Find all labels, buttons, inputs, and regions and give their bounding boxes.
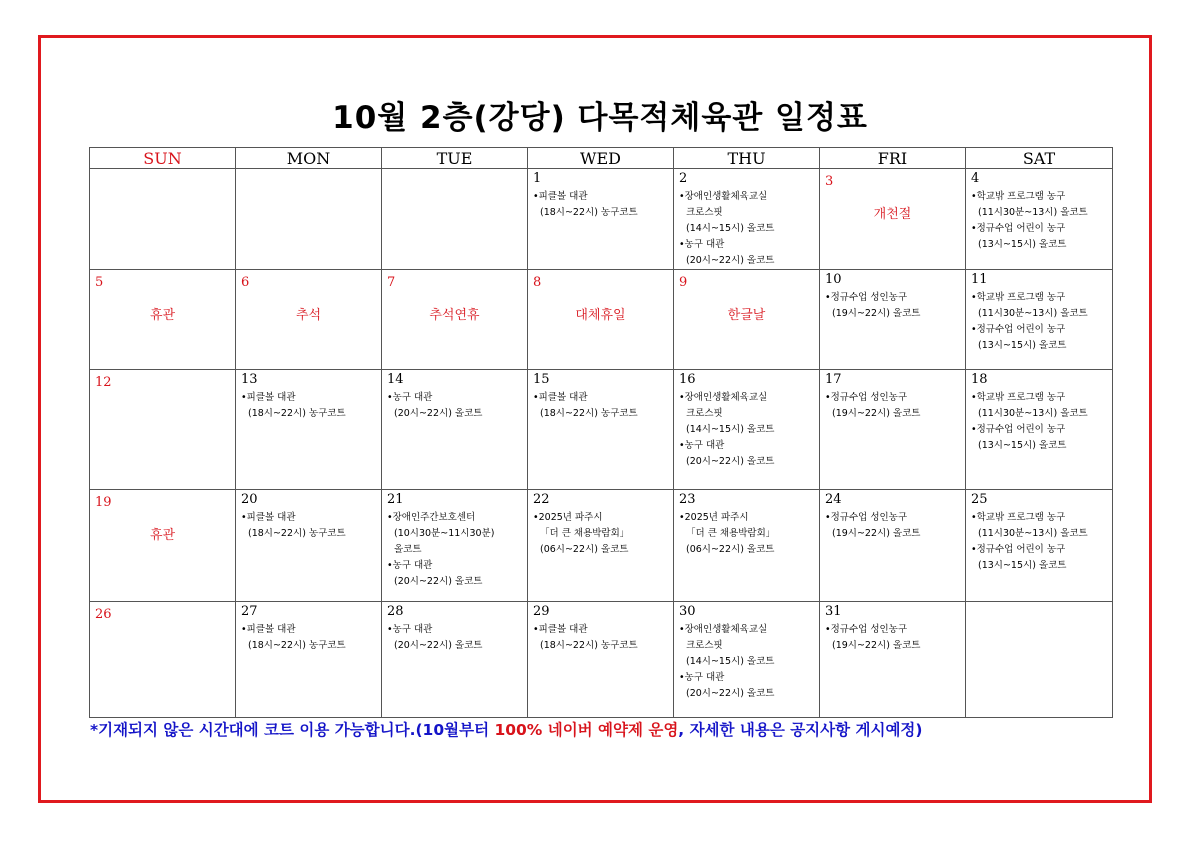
weekday-fri: FRI bbox=[820, 148, 966, 169]
day-number bbox=[382, 169, 527, 172]
day-number: 13 bbox=[241, 372, 258, 387]
event-line: (06시~22시) 올코트 bbox=[686, 544, 775, 555]
event-line: (06시~22시) 올코트 bbox=[540, 544, 629, 555]
event-line: •장애인생활체육교실 bbox=[679, 392, 768, 403]
event-line: •정규수업 어린이 농구 bbox=[971, 544, 1066, 555]
day-cell bbox=[528, 169, 674, 270]
event-list bbox=[820, 619, 965, 654]
day-number: 8 bbox=[533, 275, 542, 290]
event-line: (20시~22시) 올코트 bbox=[394, 640, 483, 651]
event-line: (20시~22시) 올코트 bbox=[394, 576, 483, 587]
event-line: (11시30분~13시) 올코트 bbox=[978, 528, 1088, 539]
event-line: 올코트 bbox=[394, 544, 422, 555]
day-number: 22 bbox=[533, 492, 550, 507]
day-cell bbox=[674, 270, 820, 370]
holiday-label: 한글날 bbox=[727, 308, 766, 323]
footnote-text-end: , 자세한 내용은 공지사항 게시예정) bbox=[678, 721, 923, 739]
holiday-label: 추석 bbox=[295, 308, 322, 323]
day-cell bbox=[382, 270, 528, 370]
day-number: 24 bbox=[825, 492, 842, 507]
event-line: •정규수업 성인농구 bbox=[825, 392, 908, 403]
day-number: 12 bbox=[95, 375, 112, 390]
event-line: (19시~22시) 올코트 bbox=[832, 640, 921, 651]
week-row bbox=[90, 602, 1113, 718]
day-cell bbox=[90, 602, 236, 718]
holiday-label: 휴관 bbox=[149, 528, 176, 543]
event-list bbox=[966, 287, 1112, 354]
event-line: •장애인생활체육교실 bbox=[679, 624, 768, 635]
event-line: (11시30분~13시) 올코트 bbox=[978, 308, 1088, 319]
event-list bbox=[820, 287, 965, 322]
event-line: (10시30분~11시30분) bbox=[394, 528, 495, 539]
day-number: 27 bbox=[241, 604, 258, 619]
day-number: 17 bbox=[825, 372, 842, 387]
day-number: 6 bbox=[241, 275, 250, 290]
event-line: •학교밖 프로그램 농구 bbox=[971, 512, 1066, 523]
event-line: •농구 대관 bbox=[387, 392, 433, 403]
day-number: 9 bbox=[679, 275, 688, 290]
day-cell bbox=[528, 490, 674, 602]
event-list bbox=[528, 619, 673, 654]
event-line: •피클볼 대관 bbox=[241, 512, 296, 523]
day-cell bbox=[966, 169, 1113, 270]
day-number bbox=[236, 169, 381, 172]
day-number: 18 bbox=[971, 372, 988, 387]
weekday-wed: WED bbox=[528, 148, 674, 169]
day-cell bbox=[966, 490, 1113, 602]
day-number bbox=[90, 169, 235, 172]
event-line: (14시~15시) 올코트 bbox=[686, 424, 775, 435]
day-number: 16 bbox=[679, 372, 696, 387]
event-line: •2025년 파주시 bbox=[533, 512, 603, 523]
event-line: •장애인주간보호센터 bbox=[387, 512, 476, 523]
event-line: •정규수업 어린이 농구 bbox=[971, 324, 1066, 335]
event-line: •농구 대관 bbox=[679, 440, 725, 451]
day-number: 5 bbox=[95, 275, 104, 290]
day-number bbox=[966, 602, 1112, 605]
event-line: •정규수업 성인농구 bbox=[825, 624, 908, 635]
day-number: 11 bbox=[971, 272, 988, 287]
day-cell bbox=[674, 490, 820, 602]
event-list bbox=[674, 387, 819, 470]
weekday-sun: SUN bbox=[90, 148, 236, 169]
event-line: •농구 대관 bbox=[679, 672, 725, 683]
event-list bbox=[820, 507, 965, 542]
day-number: 19 bbox=[95, 495, 112, 510]
event-list bbox=[966, 387, 1112, 454]
event-line: (13시~15시) 올코트 bbox=[978, 560, 1067, 571]
event-line: •장애인생활체육교실 bbox=[679, 191, 768, 202]
footnote-text: *기재되지 않은 시간대에 코트 이용 가능합니다.(10월부터 bbox=[90, 721, 495, 739]
day-cell bbox=[236, 169, 382, 270]
event-line: •정규수업 성인농구 bbox=[825, 292, 908, 303]
day-number: 2 bbox=[679, 171, 688, 186]
day-number: 15 bbox=[533, 372, 550, 387]
day-cell bbox=[966, 370, 1113, 490]
day-cell bbox=[528, 270, 674, 370]
footnote-highlight: 100% 네이버 예약제 운영 bbox=[494, 721, 679, 739]
event-line: •피클볼 대관 bbox=[533, 624, 588, 635]
week-row bbox=[90, 270, 1113, 370]
event-list bbox=[236, 507, 381, 542]
event-line: •농구 대관 bbox=[387, 624, 433, 635]
day-number: 28 bbox=[387, 604, 404, 619]
day-cell bbox=[820, 370, 966, 490]
footnote bbox=[90, 718, 922, 740]
day-cell bbox=[90, 370, 236, 490]
day-cell bbox=[674, 169, 820, 270]
day-cell bbox=[236, 602, 382, 718]
event-list bbox=[966, 186, 1112, 253]
event-list bbox=[674, 619, 819, 702]
day-number: 31 bbox=[825, 604, 842, 619]
event-list bbox=[674, 507, 819, 558]
day-number: 30 bbox=[679, 604, 696, 619]
event-line: (11시30분~13시) 올코트 bbox=[978, 207, 1088, 218]
event-line: •학교밖 프로그램 농구 bbox=[971, 292, 1066, 303]
day-cell bbox=[382, 602, 528, 718]
event-line: •정규수업 어린이 농구 bbox=[971, 424, 1066, 435]
event-line: •피클볼 대관 bbox=[533, 191, 588, 202]
event-line: •피클볼 대관 bbox=[533, 392, 588, 403]
event-line: (18시~22시) 농구코트 bbox=[248, 528, 346, 539]
event-line: •농구 대관 bbox=[387, 560, 433, 571]
day-number: 26 bbox=[95, 607, 112, 622]
day-cell bbox=[90, 169, 236, 270]
day-number: 25 bbox=[971, 492, 988, 507]
day-cell bbox=[966, 270, 1113, 370]
event-line: •학교밖 프로그램 농구 bbox=[971, 392, 1066, 403]
event-list bbox=[528, 387, 673, 422]
holiday-label: 대체휴일 bbox=[575, 308, 626, 323]
day-cell bbox=[236, 490, 382, 602]
day-cell bbox=[820, 270, 966, 370]
day-number: 10 bbox=[825, 272, 842, 287]
event-list bbox=[674, 186, 819, 269]
event-line: 크로스핏 bbox=[686, 640, 723, 651]
page-title: 10월 2층(강당) 다목적체육관 일정표 bbox=[332, 100, 868, 136]
event-list bbox=[966, 507, 1112, 574]
day-cell bbox=[966, 602, 1113, 718]
day-cell bbox=[382, 370, 528, 490]
event-line: (18시~22시) 농구코트 bbox=[540, 207, 638, 218]
event-line: (11시30분~13시) 올코트 bbox=[978, 408, 1088, 419]
day-number: 1 bbox=[533, 171, 542, 186]
day-number: 23 bbox=[679, 492, 696, 507]
event-line: (18시~22시) 농구코트 bbox=[248, 408, 346, 419]
day-cell bbox=[820, 169, 966, 270]
event-line: •학교밖 프로그램 농구 bbox=[971, 191, 1066, 202]
day-cell bbox=[528, 602, 674, 718]
event-line: (18시~22시) 농구코트 bbox=[540, 408, 638, 419]
event-line: •정규수업 어린이 농구 bbox=[971, 223, 1066, 234]
event-line: •농구 대관 bbox=[679, 239, 725, 250]
day-number: 3 bbox=[825, 174, 834, 189]
event-line: (13시~15시) 올코트 bbox=[978, 340, 1067, 351]
weekday-header-row bbox=[90, 148, 1113, 169]
event-list bbox=[236, 387, 381, 422]
event-line: (14시~15시) 올코트 bbox=[686, 223, 775, 234]
event-list bbox=[382, 507, 527, 590]
event-line: •피클볼 대관 bbox=[241, 624, 296, 635]
event-list bbox=[236, 619, 381, 654]
event-line: •피클볼 대관 bbox=[241, 392, 296, 403]
event-line: (13시~15시) 올코트 bbox=[978, 239, 1067, 250]
event-line: •정규수업 성인농구 bbox=[825, 512, 908, 523]
weekday-mon: MON bbox=[236, 148, 382, 169]
event-list bbox=[528, 507, 673, 558]
weekday-tue: TUE bbox=[382, 148, 528, 169]
day-number: 7 bbox=[387, 275, 396, 290]
event-line: (18시~22시) 농구코트 bbox=[248, 640, 346, 651]
holiday-label: 추석연휴 bbox=[429, 308, 480, 323]
day-cell bbox=[236, 270, 382, 370]
day-cell bbox=[820, 602, 966, 718]
week-row bbox=[90, 490, 1113, 602]
day-number: 29 bbox=[533, 604, 550, 619]
weekday-thu: THU bbox=[674, 148, 820, 169]
holiday-label: 개천절 bbox=[873, 207, 912, 222]
event-line: (19시~22시) 올코트 bbox=[832, 528, 921, 539]
event-line: 「더 큰 채용박람회」 bbox=[540, 528, 630, 539]
day-cell bbox=[382, 169, 528, 270]
day-cell bbox=[674, 370, 820, 490]
event-line: (19시~22시) 올코트 bbox=[832, 308, 921, 319]
day-number: 20 bbox=[241, 492, 258, 507]
event-line: 크로스핏 bbox=[686, 207, 723, 218]
calendar-table bbox=[89, 147, 1113, 718]
event-list bbox=[820, 387, 965, 422]
weekday-sat: SAT bbox=[966, 148, 1113, 169]
day-cell bbox=[528, 370, 674, 490]
week-row bbox=[90, 169, 1113, 270]
event-list bbox=[382, 619, 527, 654]
event-line: (18시~22시) 농구코트 bbox=[540, 640, 638, 651]
event-line: (19시~22시) 올코트 bbox=[832, 408, 921, 419]
event-line: (20시~22시) 올코트 bbox=[394, 408, 483, 419]
event-line: 「더 큰 채용박람회」 bbox=[686, 528, 776, 539]
day-number: 14 bbox=[387, 372, 404, 387]
event-line: (20시~22시) 올코트 bbox=[686, 456, 775, 467]
day-cell bbox=[820, 490, 966, 602]
day-cell bbox=[382, 490, 528, 602]
event-line: (20시~22시) 올코트 bbox=[686, 688, 775, 699]
week-row bbox=[90, 370, 1113, 490]
day-cell bbox=[236, 370, 382, 490]
event-list bbox=[382, 387, 527, 422]
event-line: •2025년 파주시 bbox=[679, 512, 749, 523]
day-cell bbox=[90, 270, 236, 370]
event-line: (20시~22시) 올코트 bbox=[686, 255, 775, 266]
holiday-label: 휴관 bbox=[149, 308, 176, 323]
day-cell bbox=[674, 602, 820, 718]
day-number: 21 bbox=[387, 492, 404, 507]
day-number: 4 bbox=[971, 171, 980, 186]
event-line: 크로스핏 bbox=[686, 408, 723, 419]
event-list bbox=[528, 186, 673, 221]
event-line: (13시~15시) 올코트 bbox=[978, 440, 1067, 451]
event-line: (14시~15시) 올코트 bbox=[686, 656, 775, 667]
day-cell bbox=[90, 490, 236, 602]
